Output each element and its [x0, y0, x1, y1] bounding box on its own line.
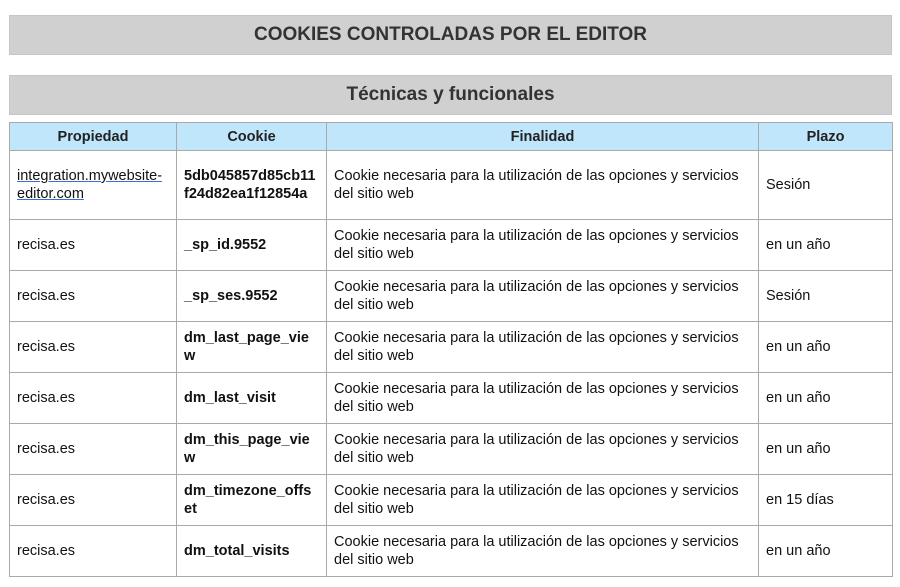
section-title [9, 75, 892, 115]
column-header-property: Propiedad [10, 123, 177, 151]
cookie-name-cell: 5db045857d85cb11f24d82ea1f12854a [177, 151, 327, 220]
column-header-cookie: Cookie [177, 123, 327, 151]
table-row [10, 475, 893, 526]
purpose-cell: Cookie necesaria para la utilización de las opciones y servicios del sitio web [327, 475, 759, 526]
column-header-purpose: Finalidad [327, 123, 759, 151]
term-cell: Sesión [759, 151, 893, 220]
property-cell: recisa.es [10, 526, 177, 577]
purpose-cell: Cookie necesaria para la utilización de las opciones y servicios del sitio web [327, 271, 759, 322]
cookie-name-cell: dm_last_page_view [177, 322, 327, 373]
term-cell: en un año [759, 424, 893, 475]
cookie-name-cell: _sp_ses.9552 [177, 271, 327, 322]
term-cell: en un año [759, 322, 893, 373]
cookie-name-cell: dm_timezone_offset [177, 475, 327, 526]
table-row [10, 322, 893, 373]
table-row [10, 220, 893, 271]
property-cell: recisa.es [10, 424, 177, 475]
table-row [10, 373, 893, 424]
property-cell: recisa.es [10, 373, 177, 424]
term-cell: en un año [759, 220, 893, 271]
purpose-cell: Cookie necesaria para la utilización de las opciones y servicios del sitio web [327, 526, 759, 577]
property-cell: recisa.es [10, 271, 177, 322]
cookie-name-cell: dm_last_visit [177, 373, 327, 424]
cookie-name-cell: _sp_id.9552 [177, 220, 327, 271]
term-cell: en 15 días [759, 475, 893, 526]
property-link[interactable]: integration.mywebsite-editor.com [17, 168, 163, 202]
term-cell: Sesión [759, 271, 893, 322]
cookie-name-cell: dm_total_visits [177, 526, 327, 577]
table-row [10, 271, 893, 322]
property-cell: recisa.es [10, 475, 177, 526]
section-title-text: Técnicas y funcionales [346, 84, 555, 105]
term-cell: en un año [759, 373, 893, 424]
purpose-cell: Cookie necesaria para la utilización de las opciones y servicios del sitio web [327, 220, 759, 271]
cookie-name-cell: dm_this_page_view [177, 424, 327, 475]
table-header-row [10, 123, 893, 151]
property-cell: recisa.es [10, 220, 177, 271]
table-row [10, 151, 893, 220]
purpose-cell: Cookie necesaria para la utilización de las opciones y servicios del sitio web [327, 373, 759, 424]
purpose-cell: Cookie necesaria para la utilización de las opciones y servicios del sitio web [327, 424, 759, 475]
page-title-text: COOKIES CONTROLADAS POR EL EDITOR [253, 24, 648, 45]
cookies-table [9, 122, 893, 577]
column-header-term: Plazo [759, 123, 893, 151]
purpose-cell: Cookie necesaria para la utilización de las opciones y servicios del sitio web [327, 322, 759, 373]
property-cell [10, 151, 177, 220]
property-cell: recisa.es [10, 322, 177, 373]
purpose-cell: Cookie necesaria para la utilización de las opciones y servicios del sitio web [327, 151, 759, 220]
table-row [10, 526, 893, 577]
table-row [10, 424, 893, 475]
page-title [9, 15, 892, 55]
term-cell: en un año [759, 526, 893, 577]
